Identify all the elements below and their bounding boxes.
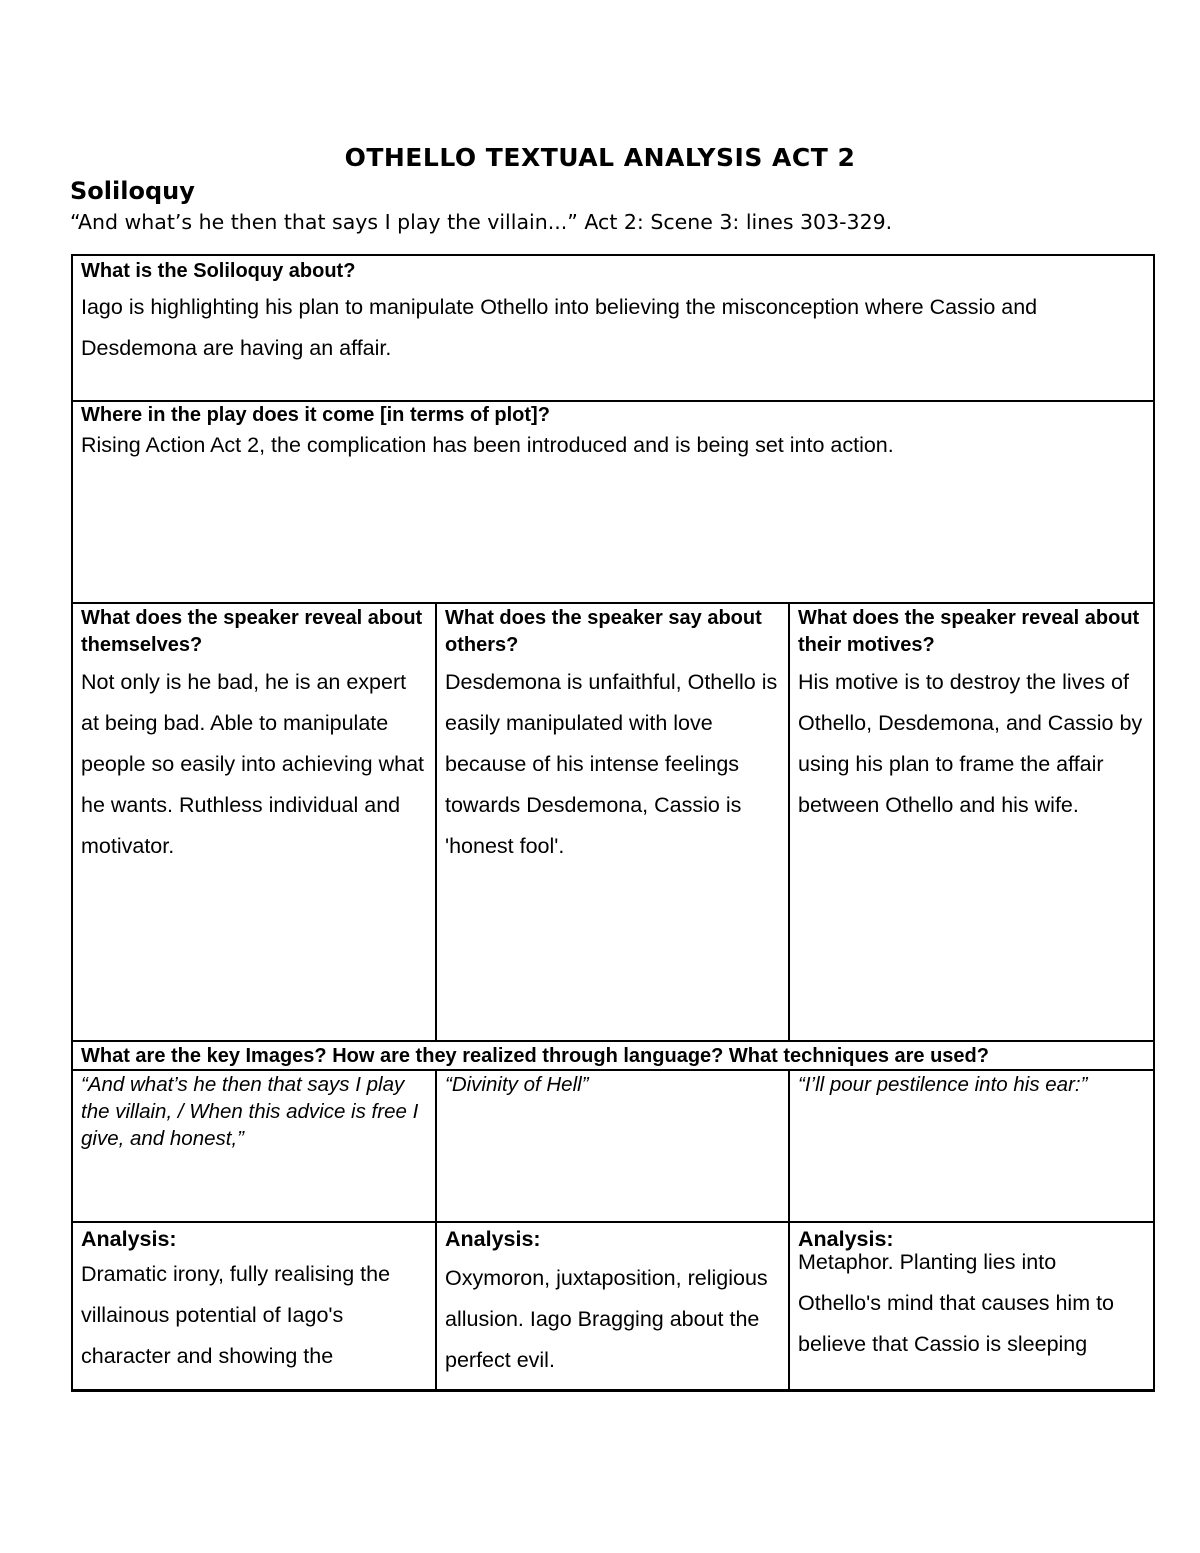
key-images-heading-cell xyxy=(73,1042,1153,1069)
analysis-label-3: Analysis: xyxy=(798,1227,894,1251)
image-quote-2: “Divinity of Hell” xyxy=(445,1073,589,1096)
say-about-others-answer: Desdemona is unfaithful, Othello is easily manipulated with love because of his intense feelings towards Desdemona, Cassio is 'honest fool'. xyxy=(445,670,778,858)
document-title: OTHELLO TEXTUAL ANALYSIS ACT 2 xyxy=(344,143,856,172)
analysis-label-1: Analysis: xyxy=(81,1227,177,1251)
analysis-text-3: Metaphor. Planting lies into Othello's mind that causes him to believe that Cassio is sleeping xyxy=(798,1250,1115,1356)
soliloquy-quote-line: “And what’s he then that says I play the villain...” Act 2: Scene 3: lines 303-329. xyxy=(70,210,893,234)
image-quote-cell-1 xyxy=(73,1071,435,1221)
plot-cell xyxy=(73,402,1153,602)
row-divider-2 xyxy=(71,602,1155,604)
say-about-others-question: What does the speaker say about others? xyxy=(445,607,762,656)
reveal-motives-cell xyxy=(790,605,1153,1040)
image-quote-cell-3 xyxy=(790,1071,1153,1221)
about-question: What is the Soliloquy about? xyxy=(81,260,356,282)
reveal-themselves-answer: Not only is he bad, he is an expert at being bad. Able to manipulate people so easily into achieving what he wants. Ruthless individual and motivator. xyxy=(81,670,425,858)
reveal-motives-answer: His motive is to destroy the lives of Othello, Desdemona, and Cassio by using his plan to frame the affair between Othello and his wife. xyxy=(798,670,1143,817)
about-cell xyxy=(73,258,1153,400)
image-quote-cell-2 xyxy=(437,1071,788,1221)
plot-question: Where in the play does it come [in terms of plot]? xyxy=(81,404,550,426)
analysis-text-1: Dramatic irony, fully realising the villainous potential of Iago's character and showing the xyxy=(81,1262,391,1368)
reveal-themselves-cell xyxy=(73,605,435,1040)
image-quote-1: “And what’s he then that says I play the villain, / When this advice is free I give, and honest,” xyxy=(81,1073,419,1150)
analysis-text-2: Oxymoron, juxtaposition, religious allusion. Iago Bragging about the perfect evil. xyxy=(445,1266,768,1372)
about-answer: Iago is highlighting his plan to manipulate Othello into believing the misconception where Cassio and Desdemona are having an affair. xyxy=(81,295,1038,360)
reveal-themselves-question: What does the speaker reveal about themselves? xyxy=(81,607,423,656)
table-border-top xyxy=(71,254,1155,256)
analysis-cell-3 xyxy=(790,1224,1153,1389)
row-divider-5 xyxy=(71,1221,1155,1223)
key-images-heading: What are the key Images? How are they realized through language? What techniques are used? xyxy=(81,1045,989,1067)
table-border-bottom xyxy=(71,1389,1155,1392)
section-heading: Soliloquy xyxy=(70,177,195,205)
analysis-cell-1 xyxy=(73,1224,435,1389)
analysis-cell-2 xyxy=(437,1224,788,1389)
analysis-label-2: Analysis: xyxy=(445,1227,541,1251)
reveal-motives-question: What does the speaker reveal about their motives? xyxy=(798,607,1140,656)
plot-answer: Rising Action Act 2, the complication has been introduced and is being set into action. xyxy=(81,433,894,457)
image-quote-3: “I’ll pour pestilence into his ear:” xyxy=(798,1073,1088,1096)
say-about-others-cell xyxy=(437,605,788,1040)
